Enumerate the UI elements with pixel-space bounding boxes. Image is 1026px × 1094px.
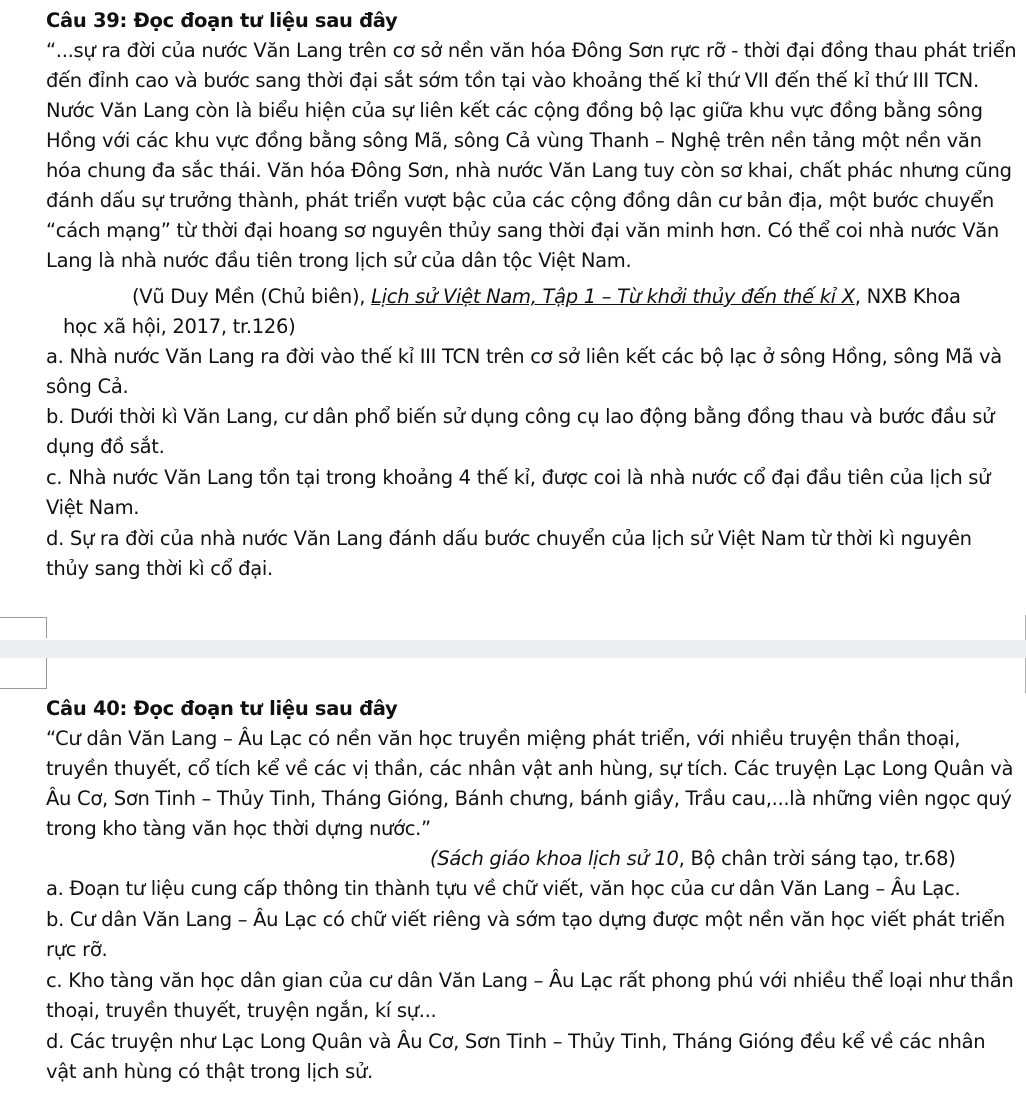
page-corner-mark-top <box>0 617 47 638</box>
question-39-title: Câu 39: Đọc đoạn tư liệu sau đây <box>46 9 398 32</box>
source-book-title: Lịch sử Việt Nam, Tập 1 – Từ khởi thủy đến thế kỉ X <box>371 285 855 308</box>
question-40-option-b: b. Cư dân Văn Lang – Âu Lạc có chữ viết riêng và sớm tạo dựng được một nền văn học viết phát triển rực rỡ. <box>46 908 1005 961</box>
question-39-option-b: b. Dưới thời kì Văn Lang, cư dân phổ biến sử dụng công cụ lao động bằng đồng thau và bước đầu sử dụng đồ sắt. <box>46 405 995 458</box>
question-40-passage: “Cư dân Văn Lang – Âu Lạc có nền văn học truyền miệng phát triển, với nhiều truyện thần thoại, truyền thuyết, cổ tích kể về các vị thần, các nhân vật anh hùng, sự tích. Các truyện Lạc Long Quân và Âu Cơ, Sơn Tinh – Thủy Tinh, Tháng Gióng, Bánh chưng, bánh giầy, Trầu cau,...là những viên ngọc quý trong kho tàng văn học thời dựng nước.” <box>46 727 1014 840</box>
question-39-source-continued: học xã hội, 2017, tr.126) <box>63 315 296 338</box>
question-40-option-d: d. Các truyện như Lạc Long Quân và Âu Cơ, Sơn Tinh – Thủy Tinh, Tháng Gióng đều kể về các nhân vật anh hùng có thật trong lịch sử. <box>46 1030 986 1083</box>
page-separator <box>0 640 1026 658</box>
question-40-source <box>430 844 1020 874</box>
question-40-option-a: a. Đoạn tư liệu cung cấp thông tin thành tựu về chữ viết, văn học của cư dân Văn Lang – Âu Lạc. <box>46 877 961 900</box>
source-publisher: , Bộ chân trời sáng tạo, tr.68) <box>678 847 956 870</box>
source-publisher: , NXB Khoa <box>854 285 961 308</box>
question-39-passage: “...sự ra đời của nước Văn Lang trên cơ sở nền văn hóa Đông Sơn rực rỡ - thời đại đồng thau phát triển đến đỉnh cao và bước sang thời đại sắt sớm tồn tại vào khoảng thế kỉ thứ VII đến thế kỉ thứ III TCN. Nước Văn Lang còn là biểu hiện của sự liên kết các cộng đồng bộ lạc giữa khu vực đồng bằng sông Hồng với các khu vực đồng bằng sông Mã, sông Cả vùng Thanh – Nghệ trên nền tảng một nền văn hóa chung đa sắc thái. Văn hóa Đông Sơn, nhà nước Văn Lang tuy còn sơ khai, chất phác nhưng cũng đánh dấu sự trưởng thành, phát triển vượt bậc của các cộng đồng dân cư bản địa, một bước chuyển “cách mạng” từ thời đại hoang sơ nguyên thủy sang thời đại văn minh hơn. Có thể coi nhà nước Văn Lang là nhà nước đầu tiên trong lịch sử của dân tộc Việt Nam. <box>46 39 1017 272</box>
question-39-option-c: c. Nhà nước Văn Lang tồn tại trong khoảng 4 thế kỉ, được coi là nhà nước cổ đại đầu tiên của lịch sử Việt Nam. <box>46 466 991 519</box>
source-prefix: (Vũ Duy Mền (Chủ biên), <box>132 285 372 308</box>
question-39-source <box>132 282 1002 312</box>
question-39-option-d: d. Sự ra đời của nhà nước Văn Lang đánh dấu bước chuyển của lịch sử Việt Nam từ thời kì nguyên thủy sang thời kì cổ đại. <box>46 527 972 580</box>
page-question-40 <box>0 658 1026 1094</box>
question-40-title: Câu 40: Đọc đoạn tư liệu sau đây <box>46 697 398 720</box>
page-corner-mark-bottom <box>0 658 47 689</box>
question-39-option-a: a. Nhà nước Văn Lang ra đời vào thế kỉ III TCN trên cơ sở liên kết các bộ lạc ở sông Hồng, sông Mã và sông Cả. <box>46 345 1002 398</box>
source-book-title: (Sách giáo khoa lịch sử 10 <box>430 847 679 870</box>
question-40-option-c: c. Kho tàng văn học dân gian của cư dân Văn Lang – Âu Lạc rất phong phú với nhiều thể loại như thần thoại, truyền thuyết, truyện ngắn, kí sự... <box>46 969 1014 1022</box>
